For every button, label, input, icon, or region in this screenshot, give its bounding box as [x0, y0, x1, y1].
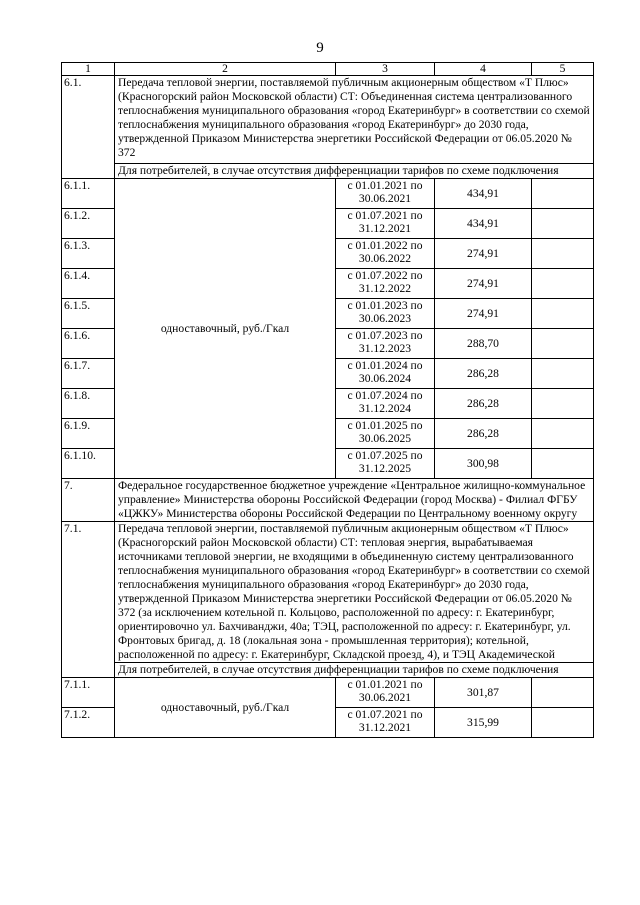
tariff-value: 274,91: [435, 269, 532, 299]
period: с 01.07.2023 по 31.12.2023: [336, 329, 435, 359]
row-number: 7.: [62, 479, 115, 522]
page-number: 9: [316, 40, 324, 56]
period: с 01.07.2024 по 31.12.2024: [336, 389, 435, 419]
table-row: [62, 678, 594, 708]
rate-type: одноставочный, руб./Гкал: [115, 179, 336, 479]
header-cell: 3: [336, 63, 435, 76]
consumers-row: [62, 663, 594, 678]
tariff-value: 434,91: [435, 209, 532, 239]
tariff-value: 286,28: [435, 359, 532, 389]
tariff-value: 286,28: [435, 389, 532, 419]
row-number: 6.1.7.: [62, 359, 115, 389]
row-number: 7.1.: [62, 522, 115, 678]
period: с 01.07.2022 по 31.12.2022: [336, 269, 435, 299]
row-number: 7.1.1.: [62, 678, 115, 708]
tariff-value: 286,28: [435, 419, 532, 449]
period: с 01.07.2021 по 31.12.2021: [336, 209, 435, 239]
period: с 01.01.2021 по 30.06.2021: [336, 678, 435, 708]
rate-type: одноставочный, руб./Гкал: [115, 678, 336, 738]
row-number: 6.1.: [62, 76, 115, 179]
empty-cell: [532, 449, 594, 479]
period: с 01.01.2021 по 30.06.2021: [336, 179, 435, 209]
section-7-1-title-row: [62, 522, 594, 663]
header-cell: 5: [532, 63, 594, 76]
period: с 01.01.2025 по 30.06.2025: [336, 419, 435, 449]
row-number: 6.1.3.: [62, 239, 115, 269]
section-title: Передача тепловой энергии, поставляемой публичным акционерным обществом «Т Плюс» (Красногорский район Московской области) СТ: тепловая энергия, вырабатываемая источниками тепловой энергии, не входящими в объединенную систему централизованного теплоснабжения муниципального образования «город Екатеринбург» в соответствии со схемой теплоснабжения муниципального образования «город Екатеринбург» до 2030 года, утвержденной Приказом Министерства энергетики Российской Федерации от 06.05.2020 № 372 (за исключением котельной п. Кольцово, расположенной по адресу: г. Екатеринбург, ориентировочно ул. Бахчиванджи, 40а; ТЭЦ, расположенной по адресу: г. Екатеринбург, ул. Фронтовых бригад, д. 18 (локальная зона - промышленная территория); котельной, расположенной по адресу: г. Екатеринбург, Складской проезд, 4), и ТЭЦ Академической: [115, 522, 594, 663]
row-number: 6.1.2.: [62, 209, 115, 239]
tariff-value: 288,70: [435, 329, 532, 359]
row-number: 6.1.10.: [62, 449, 115, 479]
empty-cell: [532, 708, 594, 738]
consumers-text: Для потребителей, в случае отсутствия дифференциации тарифов по схеме подключения: [115, 663, 594, 678]
organization-title: Федеральное государственное бюджетное учреждение «Центральное жилищно-коммунальное управление» Министерства обороны Российской Федерации (город Москва) - Филиал ФГБУ «ЦЖКУ» Министерства обороны Российской Федерации по Центральному военному округу: [115, 479, 594, 522]
row-number: 6.1.4.: [62, 269, 115, 299]
empty-cell: [532, 239, 594, 269]
empty-cell: [532, 419, 594, 449]
row-number: 6.1.5.: [62, 299, 115, 329]
section-6-1-title-row: [62, 76, 594, 164]
tariff-value: 315,99: [435, 708, 532, 738]
row-number: 7.1.2.: [62, 708, 115, 738]
empty-cell: [532, 179, 594, 209]
empty-cell: [532, 389, 594, 419]
tariff-value: 301,87: [435, 678, 532, 708]
section-title: Передача тепловой энергии, поставляемой публичным акционерным обществом «Т Плюс» (Красногорский район Московской области) СТ: Объединенная система централизованного теплоснабжения муниципального образования «город Екатеринбург» в соответствии со схемой теплоснабжения муниципального образования «город Екатеринбург» до 2030 года, утвержденной Приказом Министерства энергетики Российской Федерации от 06.05.2020 № 372: [115, 76, 594, 164]
header-cell: 2: [115, 63, 336, 76]
tariff-table: [61, 62, 594, 738]
row-number: 6.1.8.: [62, 389, 115, 419]
period: с 01.01.2024 по 30.06.2024: [336, 359, 435, 389]
table-row: [62, 179, 594, 209]
row-number: 6.1.6.: [62, 329, 115, 359]
period: с 01.01.2022 по 30.06.2022: [336, 239, 435, 269]
row-number: 6.1.1.: [62, 179, 115, 209]
consumers-row: [62, 163, 594, 178]
empty-cell: [532, 359, 594, 389]
empty-cell: [532, 209, 594, 239]
header-cell: 4: [435, 63, 532, 76]
empty-cell: [532, 299, 594, 329]
tariff-value: 300,98: [435, 449, 532, 479]
row-number: 6.1.9.: [62, 419, 115, 449]
period: с 01.07.2021 по 31.12.2021: [336, 708, 435, 738]
tariff-value: 274,91: [435, 239, 532, 269]
tariff-value: 274,91: [435, 299, 532, 329]
section-7-row: [62, 479, 594, 522]
header-row: [62, 63, 594, 76]
period: с 01.01.2023 по 30.06.2023: [336, 299, 435, 329]
header-cell: 1: [62, 63, 115, 76]
empty-cell: [532, 678, 594, 708]
period: с 01.07.2025 по 31.12.2025: [336, 449, 435, 479]
consumers-text: Для потребителей, в случае отсутствия дифференциации тарифов по схеме подключения: [115, 163, 594, 178]
empty-cell: [532, 329, 594, 359]
empty-cell: [532, 269, 594, 299]
tariff-value: 434,91: [435, 179, 532, 209]
